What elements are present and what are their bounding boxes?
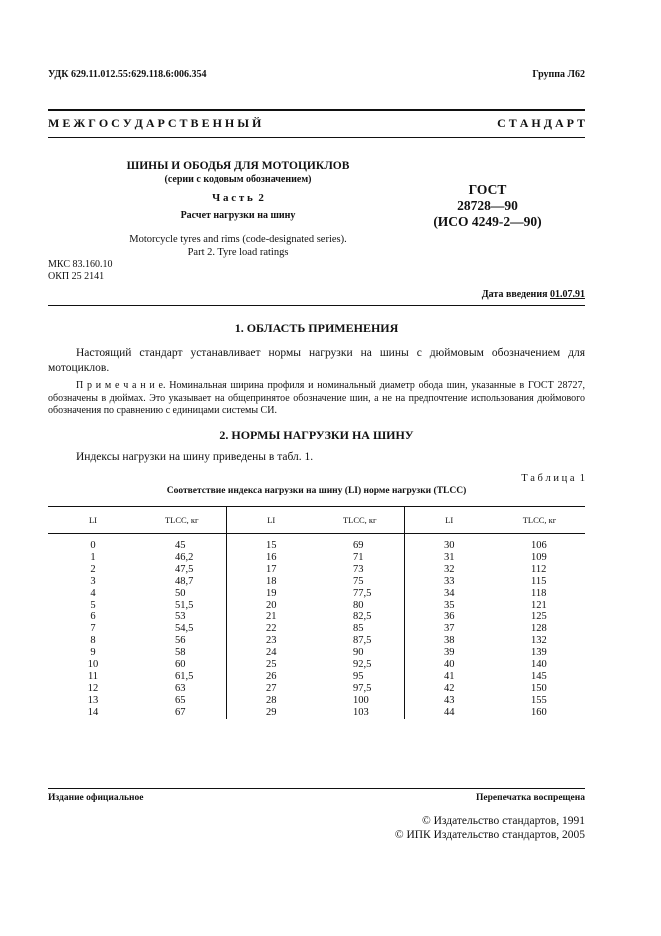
group-code: Группа Л62 — [532, 69, 585, 80]
footer-rule — [48, 788, 585, 789]
load-capacity-cell: 112 — [531, 563, 547, 575]
section1-heading: 1. ОБЛАСТЬ ПРИМЕНЕНИЯ — [234, 321, 399, 335]
mks-code: МКС 83.160.10 — [48, 259, 113, 270]
load-capacity-cell: 106 — [531, 540, 547, 551]
load-capacity-cell: 50 — [138, 588, 226, 600]
load-index-cell: 13 — [87, 694, 99, 706]
load-index-table — [48, 506, 585, 719]
header-tlcc-2: TLCC, кг — [316, 507, 404, 534]
load-capacity-cell: 45 — [138, 534, 226, 552]
intro-date-label: Дата введения — [481, 289, 548, 300]
load-capacity-cell: 53 — [138, 611, 226, 623]
table-row — [48, 659, 585, 671]
load-capacity-cell: 118 — [531, 587, 547, 599]
section2-heading: 2. НОРМЫ НАГРУЗКИ НА ШИНУ — [219, 428, 414, 442]
load-capacity-cell: 90 — [316, 647, 404, 659]
load-index-cell: 12 — [87, 682, 99, 694]
load-index-cell: 8 — [90, 635, 96, 647]
table-row — [48, 635, 585, 647]
table-row — [48, 707, 585, 719]
gost-number: 28728—90 — [457, 198, 518, 213]
table-row — [48, 600, 585, 612]
load-index-cell: 34 — [444, 587, 455, 599]
load-capacity-cell: 48,7 — [138, 576, 226, 588]
title-line2: (серии с кодовым обозначением) — [164, 174, 312, 185]
section1-note — [48, 380, 585, 418]
load-index-cell: 4 — [90, 587, 96, 599]
load-index-cell: 0 — [90, 540, 96, 551]
title-en-line2: Part 2. Tyre load ratings — [187, 247, 289, 258]
banner-rule — [48, 137, 585, 138]
banner-right: С Т А Н Д А Р Т — [497, 116, 585, 130]
load-capacity-cell: 85 — [316, 623, 404, 635]
note-text: Номинальная ширина профиля и номинальный диаметр обода шин, указанные в ГОСТ 28727, обозначены в дюймах. Это указывает на общепринятое обозначение шин, а не на предпочтение использования дюймового обозначения по сравнению с единицами системы СИ. — [48, 380, 585, 416]
load-capacity-cell: 73 — [316, 564, 404, 576]
load-index-cell: 37 — [444, 623, 455, 635]
intro-date-value: 01.07.91 — [550, 289, 585, 300]
table-row — [48, 552, 585, 564]
copyright-2005: © ИПК Издательство стандартов, 2005 — [394, 829, 585, 841]
date-rule — [48, 305, 585, 306]
load-index-cell: 33 — [444, 575, 455, 587]
load-capacity-cell: 92,5 — [316, 659, 404, 671]
load-capacity-cell: 87,5 — [316, 635, 404, 647]
table-row — [48, 611, 585, 623]
load-capacity-cell: 47,5 — [138, 564, 226, 576]
load-index-cell: 11 — [87, 670, 99, 682]
load-index-cell: 24 — [266, 647, 277, 659]
load-index-cell: 15 — [266, 540, 277, 551]
load-index-cell: 43 — [444, 694, 455, 706]
load-capacity-cell: 71 — [316, 552, 404, 564]
table-header-row — [48, 507, 585, 534]
header-li-2: LI — [226, 507, 316, 534]
table-row — [48, 647, 585, 659]
load-index-cell: 1 — [90, 551, 96, 563]
load-capacity-cell: 58 — [138, 647, 226, 659]
okp-code: ОКП 25 2141 — [48, 271, 105, 282]
load-index-cell: 35 — [444, 599, 455, 611]
section2-paragraph: Индексы нагрузки на шину приведены в табл. 1. — [76, 451, 314, 463]
load-capacity-cell: 69 — [316, 534, 404, 552]
load-index-cell: 2 — [90, 563, 96, 575]
top-rule — [48, 109, 585, 111]
title-line1: ШИНЫ И ОБОДЬЯ ДЛЯ МОТОЦИКЛОВ — [126, 160, 350, 172]
load-capacity-cell: 100 — [316, 695, 404, 707]
load-index-cell: 20 — [266, 599, 277, 611]
load-capacity-cell: 67 — [138, 707, 226, 719]
load-capacity-cell: 115 — [531, 575, 547, 587]
load-index-cell: 28 — [266, 694, 277, 706]
load-capacity-cell: 109 — [531, 551, 547, 563]
load-capacity-cell: 128 — [531, 623, 547, 635]
load-index-cell: 19 — [266, 587, 277, 599]
load-index-cell: 36 — [444, 611, 455, 623]
load-capacity-cell: 63 — [138, 683, 226, 695]
table-row — [48, 576, 585, 588]
load-index-cell: 27 — [266, 682, 277, 694]
load-index-cell: 6 — [90, 611, 96, 623]
load-index-cell: 30 — [444, 540, 455, 551]
table-label: Т а б л и ц а 1 — [521, 473, 585, 484]
load-capacity-cell: 139 — [531, 647, 547, 659]
table-row — [48, 695, 585, 707]
load-capacity-cell: 54,5 — [138, 623, 226, 635]
table-caption: Соответствие индекса нагрузки на шину (LI) норме нагрузки (TLCC) — [166, 486, 467, 496]
load-index-cell: 39 — [444, 647, 455, 659]
reprint-note: Перепечатка воспрещена — [475, 793, 585, 803]
load-capacity-cell: 140 — [531, 659, 547, 671]
load-capacity-cell: 160 — [531, 706, 547, 718]
load-index-cell: 18 — [266, 575, 277, 587]
load-capacity-cell: 75 — [316, 576, 404, 588]
load-index-cell: 38 — [444, 635, 455, 647]
gost-label: ГОСТ — [468, 182, 507, 197]
load-capacity-cell: 80 — [316, 600, 404, 612]
title-part: Ч а с т ь 2 — [212, 192, 264, 204]
copyright-1991: © Издательство стандартов, 1991 — [421, 815, 585, 827]
load-capacity-cell: 132 — [531, 635, 547, 647]
load-index-cell: 40 — [444, 659, 455, 671]
load-capacity-cell: 65 — [138, 695, 226, 707]
load-capacity-cell: 95 — [316, 671, 404, 683]
load-index-cell: 41 — [444, 670, 455, 682]
gost-iso: (ИСО 4249-2—90) — [433, 214, 542, 229]
load-index-cell: 3 — [90, 575, 96, 587]
load-index-cell: 21 — [266, 611, 277, 623]
load-capacity-cell: 97,5 — [316, 683, 404, 695]
load-index-cell: 23 — [266, 635, 277, 647]
header-tlcc-3: TLCC, кг — [494, 507, 585, 534]
banner-left: М Е Ж Г О С У Д А Р С Т В Е Н Н Ы Й — [48, 116, 262, 130]
load-index-cell: 32 — [444, 563, 455, 575]
load-capacity-cell: 60 — [138, 659, 226, 671]
load-index-cell: 10 — [87, 659, 99, 671]
table-row — [48, 588, 585, 600]
load-capacity-cell: 125 — [531, 611, 547, 623]
udk-code: УДК 629.11.012.55:629.118.6:006.354 — [48, 69, 207, 80]
table-row — [48, 623, 585, 635]
load-index-cell: 26 — [266, 670, 277, 682]
load-index-cell: 42 — [444, 682, 455, 694]
edition-note: Издание официальное — [48, 793, 144, 803]
header-tlcc-1: TLCC, кг — [138, 507, 226, 534]
load-capacity-cell: 51,5 — [138, 600, 226, 612]
load-index-cell: 31 — [444, 551, 455, 563]
load-capacity-cell: 150 — [531, 682, 547, 694]
load-capacity-cell: 103 — [316, 707, 404, 719]
load-capacity-cell: 82,5 — [316, 611, 404, 623]
load-index-cell: 5 — [90, 599, 96, 611]
load-capacity-cell: 56 — [138, 635, 226, 647]
load-capacity-cell: 145 — [531, 670, 547, 682]
load-index-cell: 17 — [266, 563, 277, 575]
load-index-cell: 16 — [266, 551, 277, 563]
load-index-cell: 9 — [90, 647, 96, 659]
load-index-cell: 22 — [266, 623, 277, 635]
load-index-cell: 14 — [87, 706, 99, 718]
header-li-1: LI — [48, 507, 138, 534]
table-row — [48, 683, 585, 695]
load-index-cell: 25 — [266, 659, 277, 671]
load-capacity-cell: 77,5 — [316, 588, 404, 600]
load-capacity-cell: 46,2 — [138, 552, 226, 564]
load-capacity-cell: 121 — [531, 599, 547, 611]
title-subtitle: Расчет нагрузки на шину — [180, 210, 296, 221]
table-row — [48, 671, 585, 683]
title-en-line1: Motorcycle tyres and rims (code-designated series). — [129, 234, 347, 245]
note-label: П р и м е ч а н и е. — [76, 380, 166, 391]
header-li-3: LI — [404, 507, 494, 534]
load-index-cell: 7 — [90, 623, 96, 635]
intro-date — [482, 289, 585, 300]
load-capacity-cell: 155 — [531, 694, 547, 706]
table-body — [48, 534, 585, 719]
section1-paragraph: Настоящий стандарт устанавливает нормы нагрузки на шины с дюймовым обозначением для мотоциклов. — [48, 347, 585, 374]
table-row — [48, 534, 585, 552]
load-index-cell: 44 — [444, 706, 455, 718]
load-index-cell: 29 — [266, 706, 277, 718]
table-row — [48, 564, 585, 576]
load-capacity-cell: 61,5 — [138, 671, 226, 683]
